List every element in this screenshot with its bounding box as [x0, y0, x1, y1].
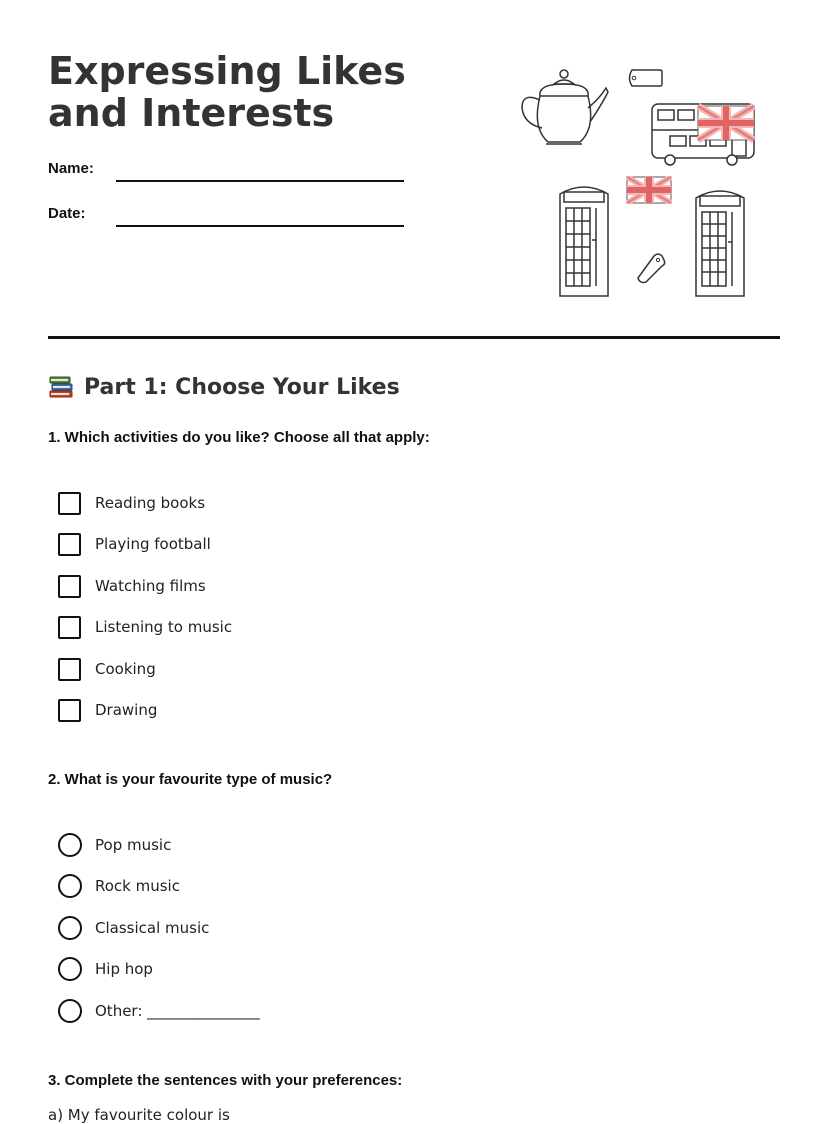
activity-option[interactable]: [58, 574, 206, 598]
part-1-title: Part 1: Choose Your Likes: [84, 374, 400, 400]
double-decker-bus-icon: [650, 102, 760, 168]
music-option[interactable]: [58, 916, 209, 940]
teapot-icon: [518, 68, 610, 148]
music-option[interactable]: [58, 957, 153, 981]
question-1: 1. Which activities do you like? Choose all that apply:: [48, 429, 430, 446]
name-field[interactable]: [116, 180, 404, 182]
checkbox[interactable]: [58, 533, 81, 556]
radio-button[interactable]: [58, 833, 82, 857]
checkbox[interactable]: [58, 616, 81, 639]
activity-option[interactable]: [58, 615, 232, 639]
activity-option[interactable]: [58, 532, 211, 556]
checkbox[interactable]: [58, 492, 81, 515]
activity-option[interactable]: [58, 491, 205, 515]
checkbox[interactable]: [58, 658, 81, 681]
radio-button[interactable]: [58, 957, 82, 981]
radio-button[interactable]: [58, 999, 82, 1023]
london-illustrations: [510, 60, 780, 310]
union-jack-flag-icon: [626, 176, 672, 204]
radio-button[interactable]: [58, 874, 82, 898]
option-label: Pop music: [95, 836, 172, 854]
name-label: Name:: [48, 160, 94, 177]
section-divider: [48, 336, 780, 339]
activity-option[interactable]: [58, 657, 156, 681]
rubber-tag-icon: [632, 250, 668, 286]
tag-icon: [626, 68, 664, 88]
option-label: Rock music: [95, 877, 180, 895]
page-title: Expressing Likes and Interests: [48, 49, 406, 135]
telephone-box-icon: [556, 180, 612, 298]
telephone-box-icon: [692, 184, 748, 298]
music-option[interactable]: [58, 874, 180, 898]
question-2: 2. What is your favourite type of music?: [48, 771, 333, 788]
option-label: Classical music: [95, 919, 210, 937]
option-label: Listening to music: [95, 618, 233, 636]
option-label: Reading books: [95, 494, 206, 512]
music-option[interactable]: [58, 999, 260, 1023]
option-label: Other: _______________: [95, 1002, 260, 1020]
books-icon: [48, 374, 74, 400]
option-label: Drawing: [95, 701, 158, 719]
option-label: Cooking: [95, 660, 156, 678]
sentence-item: a) My favourite colour is: [48, 1106, 230, 1124]
activity-option[interactable]: [58, 698, 157, 722]
part-1-heading: [48, 374, 400, 400]
date-field[interactable]: [116, 225, 404, 227]
radio-button[interactable]: [58, 916, 82, 940]
checkbox[interactable]: [58, 575, 81, 598]
question-3: 3. Complete the sentences with your preferences:: [48, 1072, 403, 1089]
option-label: Hip hop: [95, 960, 153, 978]
music-option[interactable]: [58, 833, 171, 857]
option-label: Watching films: [95, 577, 206, 595]
date-label: Date:: [48, 205, 86, 222]
checkbox[interactable]: [58, 699, 81, 722]
option-label: Playing football: [95, 535, 211, 553]
